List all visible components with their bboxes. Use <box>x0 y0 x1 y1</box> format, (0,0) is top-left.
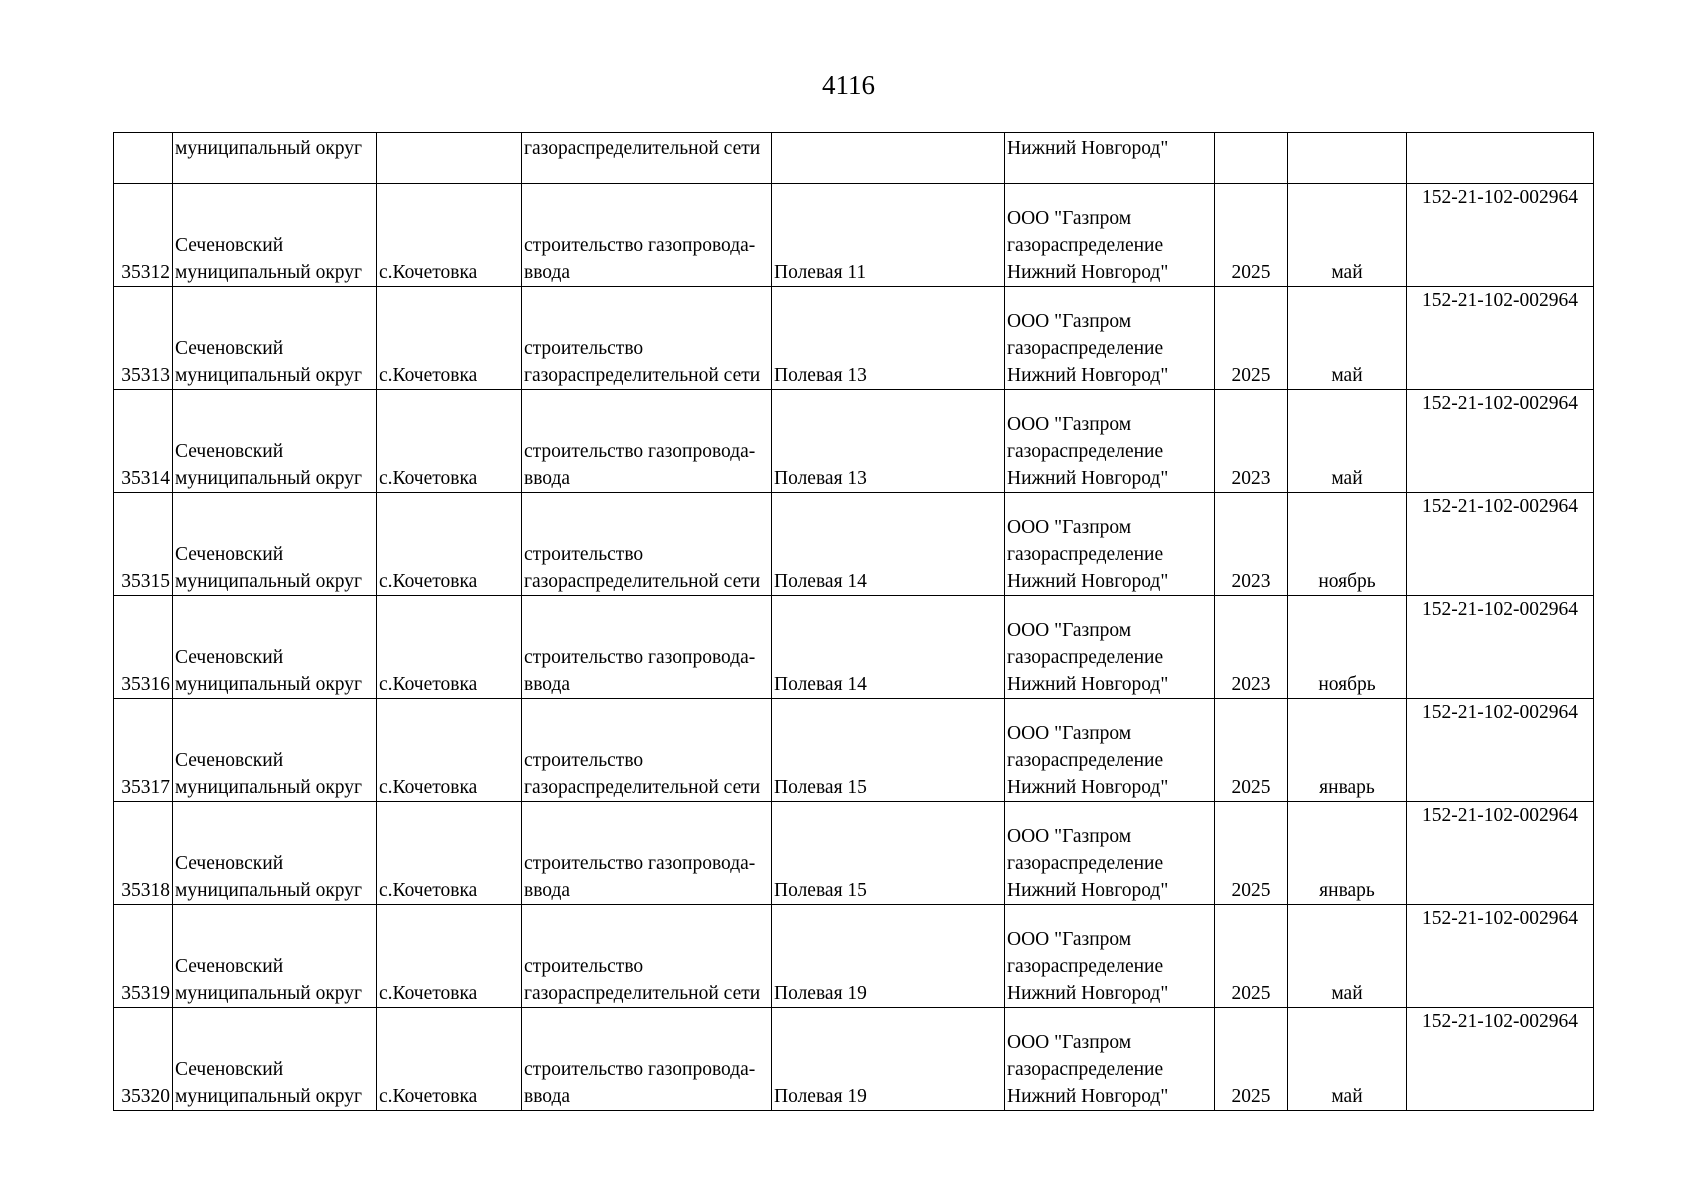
cell-month <box>1288 133 1407 184</box>
cell-month <box>1288 184 1407 287</box>
cell-num <box>114 596 173 699</box>
cell-text-district1: Сеченовский <box>175 544 284 565</box>
cell-month <box>1288 1008 1407 1111</box>
cell-address <box>772 133 1005 184</box>
cell-village <box>377 1008 522 1111</box>
cell-text-work1: строительство газопровода- <box>524 853 756 874</box>
cell-text-village: с.Кочетовка <box>379 983 478 1004</box>
cell-text-code: 152-21-102-002964 <box>1422 187 1578 208</box>
cell-text-month: ноябрь <box>1318 571 1376 592</box>
cell-org <box>1005 802 1215 905</box>
cell-village <box>377 596 522 699</box>
cell-text-district1: Сеченовский <box>175 1059 284 1080</box>
cell-month <box>1288 905 1407 1008</box>
cell-year <box>1215 699 1288 802</box>
cell-text-district2: муниципальный округ <box>175 983 363 1004</box>
table-row <box>114 287 1594 390</box>
cell-month <box>1288 493 1407 596</box>
cell-year <box>1215 493 1288 596</box>
cell-village <box>377 802 522 905</box>
cell-text-address: Полевая 15 <box>774 777 867 798</box>
cell-address <box>772 390 1005 493</box>
cell-text-district2: муниципальный округ <box>175 674 363 695</box>
table-body <box>114 133 1594 1111</box>
cell-year <box>1215 802 1288 905</box>
cell-text-work1: строительство <box>524 544 644 565</box>
table-row <box>114 1008 1594 1111</box>
cell-code <box>1407 184 1594 287</box>
cell-month <box>1288 390 1407 493</box>
cell-text-num: 35315 <box>121 571 170 592</box>
cell-text-year: 2025 <box>1231 777 1271 798</box>
cell-text-work2: ввода <box>524 674 571 695</box>
cell-district <box>173 493 377 596</box>
cell-address <box>772 699 1005 802</box>
cell-district <box>173 184 377 287</box>
cell-num <box>114 493 173 596</box>
cell-text-district2: муниципальный округ <box>175 880 363 901</box>
cell-text-district2: муниципальный округ <box>175 468 363 489</box>
cell-org <box>1005 390 1215 493</box>
cell-text-num: 35319 <box>121 983 170 1004</box>
cell-text-year: 2023 <box>1231 674 1271 695</box>
cell-text-code: 152-21-102-002964 <box>1422 393 1578 414</box>
table-row <box>114 184 1594 287</box>
cell-text-year: 2025 <box>1231 365 1271 386</box>
cell-text-village: с.Кочетовка <box>379 262 478 283</box>
cell-text-month: январь <box>1319 880 1375 901</box>
cell-code <box>1407 1008 1594 1111</box>
cell-num <box>114 133 173 184</box>
cell-text-org2: газораспределение <box>1007 441 1164 462</box>
cell-address <box>772 184 1005 287</box>
cell-text-month: май <box>1331 468 1363 489</box>
cell-work <box>522 802 772 905</box>
gas-objects-table <box>113 132 1594 1111</box>
cell-text-org3: Нижний Новгород" <box>1007 262 1169 283</box>
cell-address <box>772 493 1005 596</box>
cell-text-district2: муниципальный округ <box>175 262 363 283</box>
cell-year <box>1215 133 1288 184</box>
cell-text-address: Полевая 19 <box>774 1086 867 1107</box>
cell-text-district1: Сеченовский <box>175 235 284 256</box>
cell-text-org1: ООО "Газпром <box>1007 826 1132 847</box>
cell-district <box>173 287 377 390</box>
cell-village <box>377 905 522 1008</box>
cell-month <box>1288 802 1407 905</box>
table-row <box>114 802 1594 905</box>
cell-text-month: январь <box>1319 777 1375 798</box>
cell-num <box>114 1008 173 1111</box>
cell-text-num: 35314 <box>121 468 170 489</box>
cell-text-district1: Сеченовский <box>175 441 284 462</box>
cell-num <box>114 287 173 390</box>
cell-text-district2: муниципальный округ <box>175 1086 363 1107</box>
cell-text-month: ноябрь <box>1318 674 1376 695</box>
table-row <box>114 905 1594 1008</box>
cell-num <box>114 802 173 905</box>
cell-work <box>522 905 772 1008</box>
cell-text-year: 2023 <box>1231 468 1271 489</box>
cell-text-work2: газораспределительной сети <box>524 983 761 1004</box>
cell-text-village: с.Кочетовка <box>379 777 478 798</box>
cell-text-org3: Нижний Новгород" <box>1007 777 1169 798</box>
cell-code <box>1407 905 1594 1008</box>
cell-text-year: 2025 <box>1231 1086 1271 1107</box>
cell-text-org1: ООО "Газпром <box>1007 208 1132 229</box>
cell-village <box>377 493 522 596</box>
table-row-continuation <box>114 133 1594 184</box>
cell-address <box>772 596 1005 699</box>
cell-text-month: май <box>1331 365 1363 386</box>
cell-text-address: Полевая 15 <box>774 880 867 901</box>
cell-work <box>522 493 772 596</box>
cell-text-org1: ООО "Газпром <box>1007 929 1132 950</box>
cell-org <box>1005 596 1215 699</box>
cell-text-year: 2025 <box>1231 983 1271 1004</box>
cell-text-month: май <box>1331 1086 1363 1107</box>
cell-text-work1: строительство <box>524 338 644 359</box>
cell-district <box>173 699 377 802</box>
cell-text-work2: ввода <box>524 468 571 489</box>
cell-text-org2: газораспределение <box>1007 853 1164 874</box>
cell-month <box>1288 699 1407 802</box>
cell-text-address: Полевая 14 <box>774 571 867 592</box>
cell-text-year: 2023 <box>1231 571 1271 592</box>
cell-text-work1: строительство газопровода- <box>524 1059 756 1080</box>
cell-work <box>522 596 772 699</box>
cell-text-org3: Нижний Новгород" <box>1007 983 1169 1004</box>
cell-text-district1: Сеченовский <box>175 956 284 977</box>
cell-text-org2: газораспределение <box>1007 1059 1164 1080</box>
cell-text-address: Полевая 13 <box>774 365 867 386</box>
cell-address <box>772 905 1005 1008</box>
cell-district <box>173 390 377 493</box>
cell-text-org2: газораспределение <box>1007 235 1164 256</box>
cell-text-month: май <box>1331 262 1363 283</box>
cell-text-work2: ввода <box>524 1086 571 1107</box>
cell-text-num: 35318 <box>121 880 170 901</box>
cell-text-work1: строительство газопровода- <box>524 235 756 256</box>
cell-district: муниципальный округ <box>173 133 377 184</box>
cell-text-num: 35317 <box>121 777 170 798</box>
cell-text-district1: Сеченовский <box>175 853 284 874</box>
cell-text-village: с.Кочетовка <box>379 1086 478 1107</box>
cell-text-address: Полевая 11 <box>774 262 867 283</box>
cell-text-num: 35320 <box>121 1086 170 1107</box>
cell-code <box>1407 390 1594 493</box>
cell-text-work2: ввода <box>524 880 571 901</box>
cell-org <box>1005 493 1215 596</box>
cell-text-org3: Нижний Новгород" <box>1007 1086 1169 1107</box>
cell-code <box>1407 287 1594 390</box>
table-row <box>114 493 1594 596</box>
cell-text-village: с.Кочетовка <box>379 571 478 592</box>
table-row <box>114 596 1594 699</box>
cell-text-org1: ООО "Газпром <box>1007 414 1132 435</box>
cell-village <box>377 390 522 493</box>
cell-work <box>522 1008 772 1111</box>
cell-text-org1: ООО "Газпром <box>1007 1032 1132 1053</box>
cell-village <box>377 287 522 390</box>
cell-text-work2: газораспределительной сети <box>524 571 761 592</box>
cell-text-code: 152-21-102-002964 <box>1422 702 1578 723</box>
cell-org <box>1005 905 1215 1008</box>
cell-text-org2: газораспределение <box>1007 647 1164 668</box>
cell-text-org3: Нижний Новгород" <box>1007 468 1169 489</box>
cell-code <box>1407 802 1594 905</box>
cell-text-num: 35313 <box>121 365 170 386</box>
cell-work: газораспределительной сети <box>522 133 772 184</box>
cell-num <box>114 905 173 1008</box>
cell-year <box>1215 287 1288 390</box>
cell-address <box>772 802 1005 905</box>
cell-text-work1: строительство <box>524 956 644 977</box>
cell-work <box>522 699 772 802</box>
cell-num <box>114 184 173 287</box>
cell-text-year: 2025 <box>1231 880 1271 901</box>
cell-address <box>772 287 1005 390</box>
cell-village <box>377 133 522 184</box>
cell-text-code: 152-21-102-002964 <box>1422 908 1578 929</box>
cell-text-year: 2025 <box>1231 262 1271 283</box>
cell-month <box>1288 596 1407 699</box>
cell-org <box>1005 287 1215 390</box>
table-row <box>114 390 1594 493</box>
cell-text-work1: строительство газопровода- <box>524 647 756 668</box>
cell-text-district2: муниципальный округ <box>175 777 363 798</box>
cell-text-work1: строительство <box>524 750 644 771</box>
cell-district <box>173 802 377 905</box>
cell-num <box>114 390 173 493</box>
cell-text-code: 152-21-102-002964 <box>1422 1011 1578 1032</box>
cell-text-village: с.Кочетовка <box>379 674 478 695</box>
cell-text-org2: газораспределение <box>1007 750 1164 771</box>
cell-text-org1: ООО "Газпром <box>1007 723 1132 744</box>
cell-text-num: 35316 <box>121 674 170 695</box>
cell-text-district2: муниципальный округ <box>175 571 363 592</box>
cell-year <box>1215 184 1288 287</box>
cell-text-code: 152-21-102-002964 <box>1422 599 1578 620</box>
cell-org <box>1005 1008 1215 1111</box>
cell-year <box>1215 905 1288 1008</box>
cell-text-org1: ООО "Газпром <box>1007 311 1132 332</box>
cell-year <box>1215 390 1288 493</box>
cell-district <box>173 596 377 699</box>
cell-text-village: с.Кочетовка <box>379 880 478 901</box>
cell-text-org3: Нижний Новгород" <box>1007 674 1169 695</box>
cell-work <box>522 184 772 287</box>
cell-text-org3: Нижний Новгород" <box>1007 571 1169 592</box>
cell-code <box>1407 596 1594 699</box>
cell-code <box>1407 133 1594 184</box>
cell-text-work1: строительство газопровода- <box>524 441 756 462</box>
cell-text-district2: муниципальный округ <box>175 365 363 386</box>
cell-text-work2: газораспределительной сети <box>524 365 761 386</box>
cell-year <box>1215 1008 1288 1111</box>
cell-village <box>377 699 522 802</box>
cell-code <box>1407 493 1594 596</box>
cell-text-district1: Сеченовский <box>175 750 284 771</box>
cell-text-district1: Сеченовский <box>175 338 284 359</box>
cell-village <box>377 184 522 287</box>
cell-text-org1: ООО "Газпром <box>1007 517 1132 538</box>
cell-text-num: 35312 <box>121 262 170 283</box>
cell-org <box>1005 184 1215 287</box>
cell-text-org2: газораспределение <box>1007 956 1164 977</box>
cell-text-org1: ООО "Газпром <box>1007 620 1132 641</box>
cell-text-code: 152-21-102-002964 <box>1422 805 1578 826</box>
cell-district <box>173 905 377 1008</box>
cell-text-work2: газораспределительной сети <box>524 777 761 798</box>
cell-text-work2: ввода <box>524 262 571 283</box>
cell-text-village: с.Кочетовка <box>379 468 478 489</box>
cell-work <box>522 287 772 390</box>
cell-text-district1: Сеченовский <box>175 647 284 668</box>
cell-year <box>1215 596 1288 699</box>
cell-address <box>772 1008 1005 1111</box>
cell-org <box>1005 699 1215 802</box>
cell-text-month: май <box>1331 983 1363 1004</box>
cell-district <box>173 1008 377 1111</box>
cell-num <box>114 699 173 802</box>
cell-org: Нижний Новгород" <box>1005 133 1215 184</box>
cell-text-address: Полевая 14 <box>774 674 867 695</box>
cell-text-address: Полевая 13 <box>774 468 867 489</box>
cell-month <box>1288 287 1407 390</box>
cell-text-org2: газораспределение <box>1007 338 1164 359</box>
cell-code <box>1407 699 1594 802</box>
cell-text-org2: газораспределение <box>1007 544 1164 565</box>
cell-text-org3: Нижний Новгород" <box>1007 880 1169 901</box>
page-number: 4116 <box>822 70 875 100</box>
cell-text-code: 152-21-102-002964 <box>1422 496 1578 517</box>
cell-text-village: с.Кочетовка <box>379 365 478 386</box>
table-row <box>114 699 1594 802</box>
cell-text-address: Полевая 19 <box>774 983 867 1004</box>
cell-text-org3: Нижний Новгород" <box>1007 365 1169 386</box>
cell-text-code: 152-21-102-002964 <box>1422 290 1578 311</box>
cell-work <box>522 390 772 493</box>
